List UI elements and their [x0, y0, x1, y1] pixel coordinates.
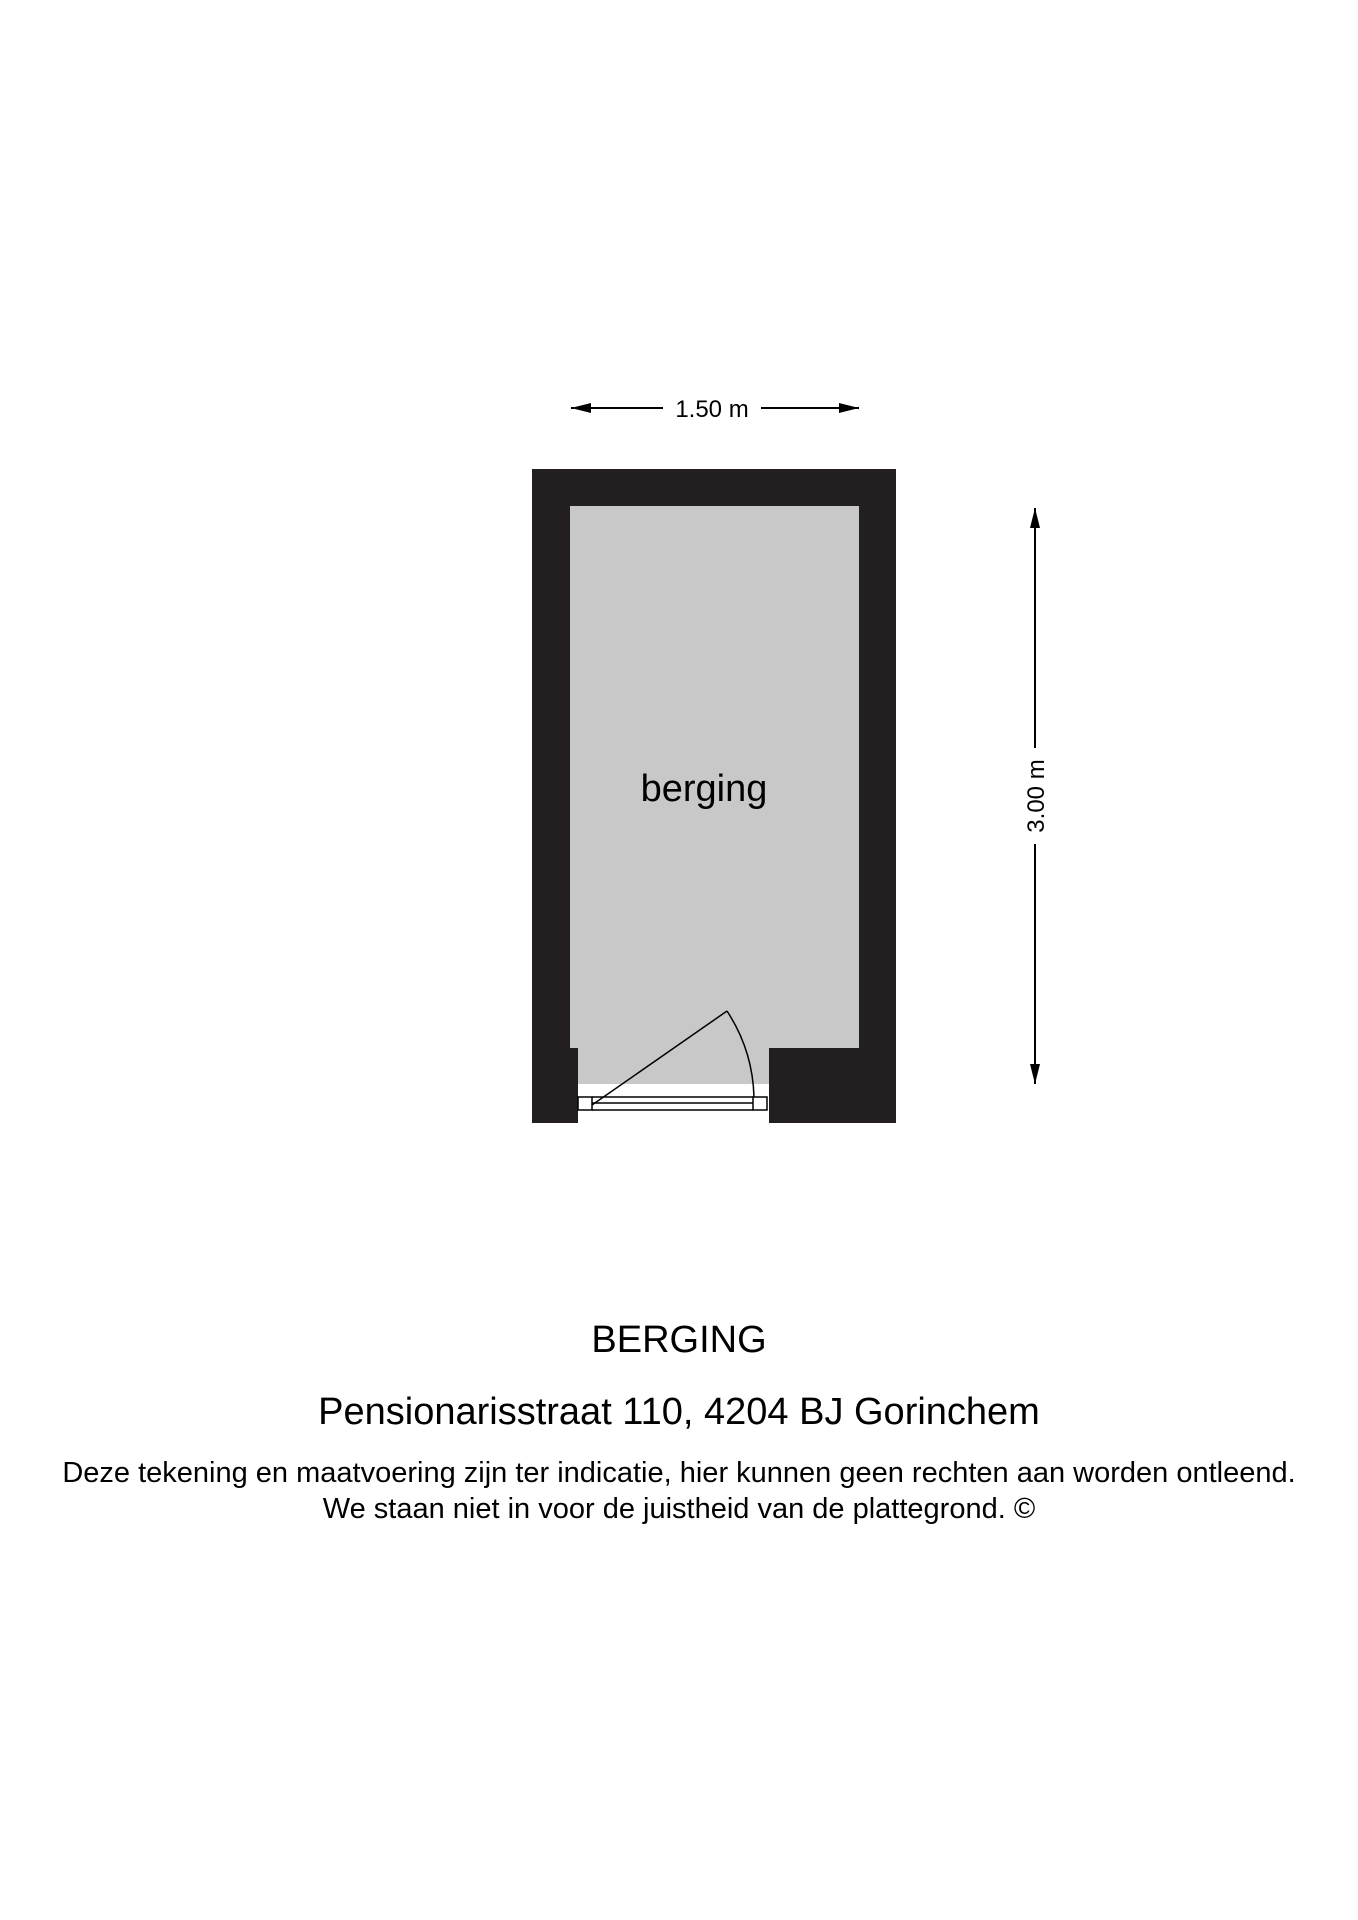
width-dimension-label: 1.50 m — [675, 396, 749, 423]
plan-title: BERGING — [591, 1319, 767, 1361]
disclaimer-line-1: Deze tekening en maatvoering zijn ter indicatie, hier kunnen geen rechten aan worden ontleend. — [62, 1457, 1296, 1489]
height-dimension — [1023, 508, 1050, 1084]
door-opening — [578, 1084, 769, 1124]
height-dimension-label: 3.00 m — [1023, 759, 1050, 833]
room-label: berging — [640, 768, 768, 810]
disclaimer-line-2: We staan niet in voor de juistheid van de plattegrond. © — [322, 1493, 1036, 1525]
door-opening-top-strip — [578, 1048, 769, 1084]
address: Pensionarisstraat 110, 4204 BJ Gorinchem — [318, 1391, 1040, 1433]
width-dimension — [571, 396, 859, 423]
